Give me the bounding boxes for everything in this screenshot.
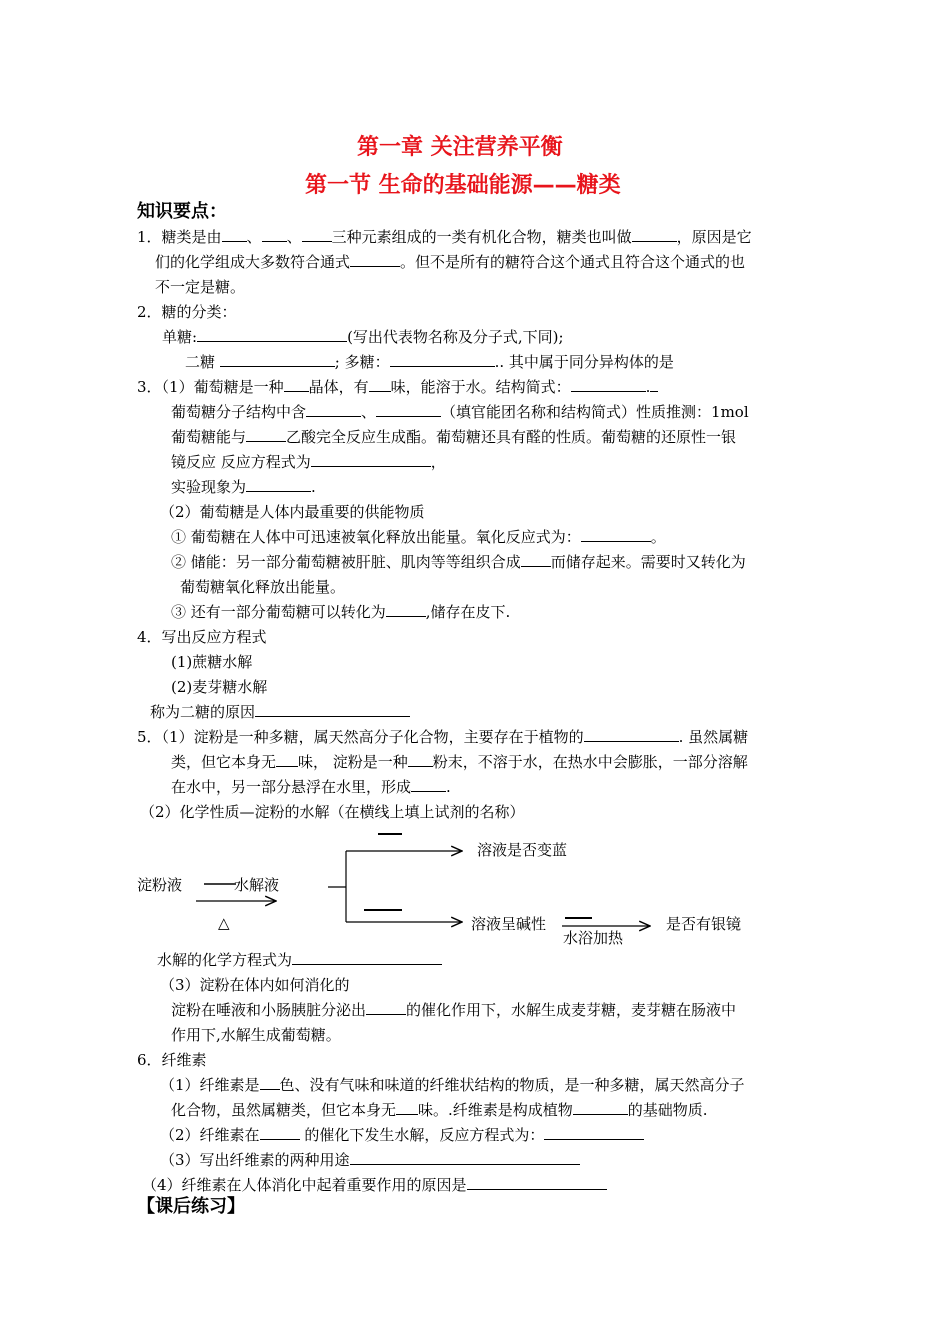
item6-line2: （1）纤维素是 色、没有气味和味道的纤维状结构的物质，是一种多糖，属天然高分子: [160, 1076, 745, 1094]
item5-line8: 作用下,水解生成葡萄糖。: [171, 1026, 341, 1044]
item4-line4: 称为二糖的原因: [150, 702, 410, 722]
item5-line4: （2）化学性质—淀粉的水解（在横线上填上试剂的名称）: [140, 803, 525, 821]
item3-line3: 葡萄糖能与 乙酸完全反应生成酯。葡萄糖还具有醛的性质。葡萄糖的还原性一银: [171, 428, 737, 446]
item3-line1: 3．（1）葡萄糖是一种 晶体，有 味，能溶于水。结构简式： .: [137, 377, 658, 397]
item6-line1: 6．纤维素: [137, 1051, 207, 1069]
item4-line3: (2)麦芽糖水解: [171, 678, 268, 696]
item3-line9: 葡萄糖氧化释放出能量。: [180, 578, 346, 596]
item6-line6: （4）纤维素在人体消化中起着重要作用的原因是: [142, 1175, 607, 1195]
heat-symbol: △: [218, 914, 230, 932]
item4-line2: (1)蔗糖水解: [171, 653, 253, 671]
item5-line5: 水解的化学方程式为: [157, 950, 442, 970]
chapter-title: 第一章 关注营养平衡: [357, 135, 563, 160]
item5-line3: 在水中，另一部分悬浮在水里，形成 .: [171, 778, 451, 796]
water-bath-label: 水浴加热: [563, 929, 624, 947]
item3-line7: ① 葡萄糖在人体中可迅速被氧化释放出能量。氧化反应式为： 。: [171, 528, 666, 546]
item5-line2: 类，但它本身无 味， 淀粉是一种 粉末，不溶于水，在热水中会膨胀，一部分溶解: [171, 753, 748, 771]
item3-line10: ③ 还有一部分葡萄糖可以转化为 ,储存在皮下.: [171, 603, 511, 621]
item5-line1: 5．（1）淀粉是一种多糖，属天然高分子化合物，主要存在于植物的 . 虽然属糖: [137, 728, 749, 746]
item5-line6: （3）淀粉在体内如何消化的: [160, 976, 350, 994]
alkaline-label: 溶液呈碱性: [471, 915, 547, 933]
item3-line2: 葡萄糖分子结构中含 、 （填官能团名称和结构简式）性质推测：1mol: [171, 403, 749, 421]
hydrolysate-label: 水解液: [234, 876, 280, 894]
item5-line7: 淀粉在唾液和小肠胰脏分泌出 的催化作用下，水解生成麦芽糖，麦芽糖在肠液中: [171, 1001, 737, 1019]
item6-line5: （3）写出纤维素的两种用途: [160, 1150, 580, 1170]
item1-line2: 们的化学组成大多数符合通式 。但不是所有的糖符合这个通式且符合这个通式的也: [155, 253, 746, 271]
item2-line2: 单糖: (写出代表物名称及分子式,下同);: [162, 328, 564, 346]
item2-line1: 2．糖的分类：: [137, 303, 237, 321]
after-class-heading: 【课后练习】: [137, 1196, 245, 1217]
item3-line4: 镜反应 反应方程式为 ，: [171, 453, 446, 471]
item2-line3: 二糖 ; 多糖： .. 其中属于同分异构体的是: [185, 353, 674, 371]
item3-line6: （2）葡萄糖是人体内最重要的供能物质: [160, 503, 425, 521]
item1-line1: 1．糖类是由 、 、 三种元素组成的一类有机化合物，糖类也叫做 ，原因是它: [137, 228, 752, 246]
item6-line4: （2）纤维素在 的催化下发生水解，反应方程式为：: [160, 1125, 644, 1145]
key-points-heading: 知识要点：: [137, 201, 227, 222]
item3-line8: ② 储能：另一部分葡萄糖被肝脏、肌肉等等组织合成 而储存起来。需要时又转化为: [171, 553, 746, 571]
section-title: 第一节 生命的基础能源——糖类: [305, 173, 621, 198]
item6-line3: 化合物，虽然属糖类，但它本身无 味。.纤维素是构成植物 的基础物质.: [171, 1101, 708, 1119]
item4-line1: 4．写出反应方程式: [137, 628, 267, 646]
turns-blue-label: 溶液是否变蓝: [477, 841, 568, 859]
item3-line5: 实验现象为 .: [171, 478, 316, 496]
starch-solution-label: 淀粉液: [137, 876, 183, 894]
silver-mirror-label: 是否有银镜: [666, 915, 742, 933]
item1-line3: 不一定是糖。: [155, 278, 246, 296]
